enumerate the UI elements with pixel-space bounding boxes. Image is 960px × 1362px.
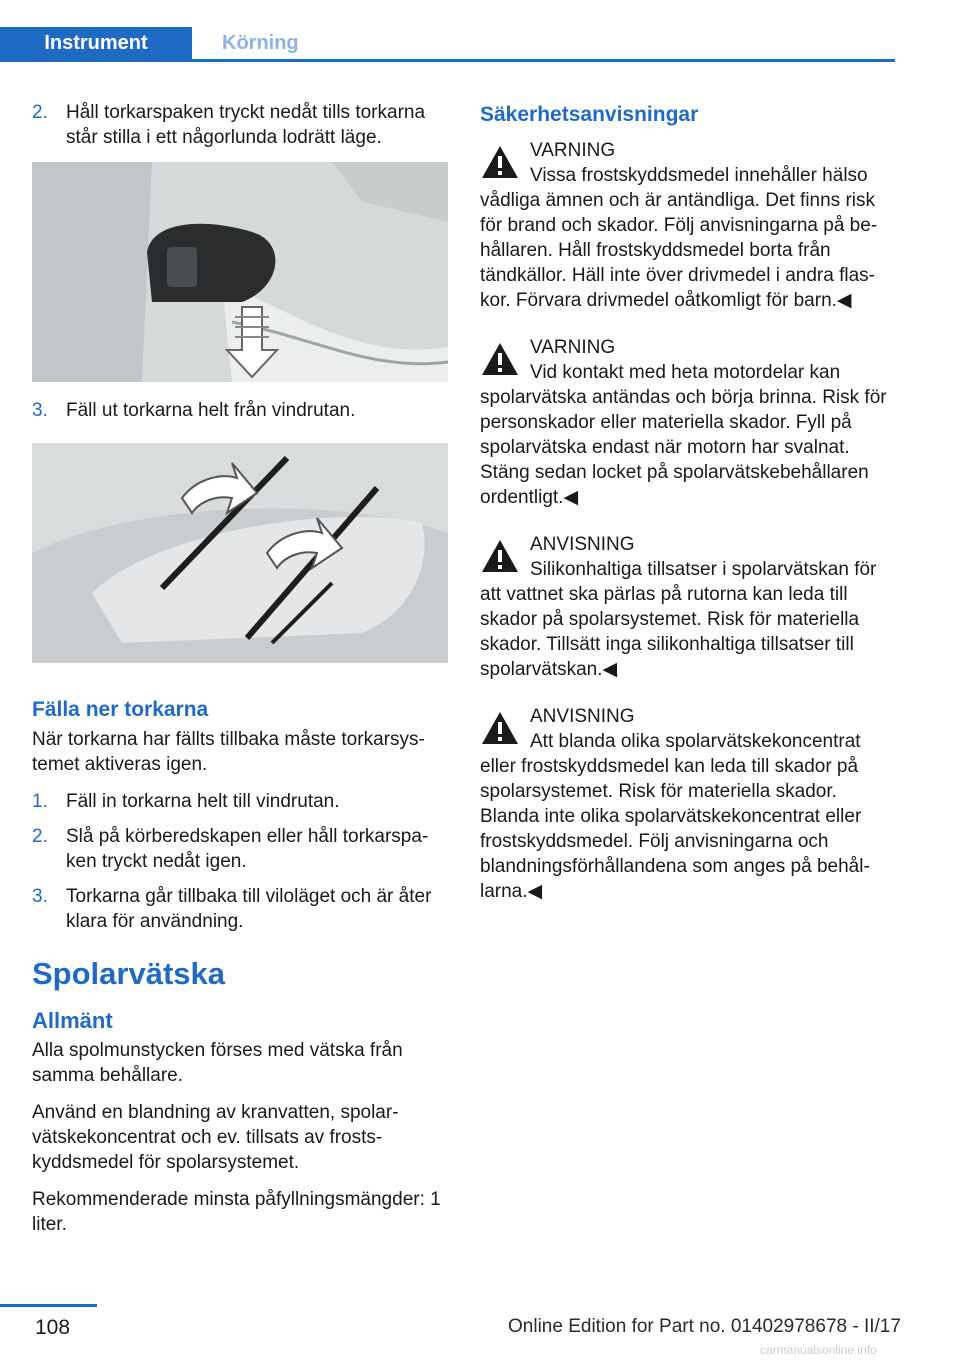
page-number: 108 (35, 1316, 71, 1339)
warning-triangle-icon (480, 341, 520, 377)
warning-block (480, 138, 896, 313)
notice-text-first: Att blanda olika spolarvätskekoncentrat (530, 731, 861, 752)
step-text: Slå på körberedskapen eller håll torkarspaken tryckt nedåt igen. (66, 826, 429, 872)
step-text: Fäll ut torkarna helt från vindrutan. (66, 400, 356, 421)
step-number: 3. (32, 886, 48, 907)
header-rule (0, 59, 895, 62)
notice-text: att vattnet ska pärlas på rutorna kan leda till skador på spolarsystemet. Risk för materiella skador. Tillsätt inga silikonhaltiga tillsatser till spolarvätskan.◀ (480, 584, 860, 680)
warning-block (480, 335, 896, 510)
warning-text-first: Vissa frostskyddsmedel innehåller hälso (530, 165, 868, 186)
step-item (32, 884, 448, 934)
tab-korning[interactable]: Körning (222, 32, 299, 54)
notice-block (480, 532, 896, 682)
warning-text-first: Vid kontakt med heta motordelar kan (530, 362, 841, 383)
warning-title: VARNING (530, 337, 616, 358)
notice-text: eller frostskyddsmedel kan leda till skador på spolarsystemet. Risk för materiella skador. Blanda inte olika spolarvätskekoncentrat eller frostskyddsmedel. Följ anvisningarna och blandningsförhållandena som anges på behållarna.◀ (480, 756, 870, 902)
step-number: 3. (32, 400, 48, 421)
notice-text-first: Silikonhaltiga tillsatser i spolarvätskan för (530, 559, 877, 580)
watermark: carmanualsonline.info (760, 1343, 877, 1357)
general-heading: Allmänt (32, 1008, 113, 1033)
chapter-tabs (0, 27, 315, 60)
general-paragraph: Använd en blandning av kranvatten, spolarvätskekoncentrat och ev. tillsats av frostskyddsmedel för spolarsystemet. (32, 1102, 399, 1173)
step-item (32, 398, 448, 423)
warning-triangle-icon (480, 144, 520, 180)
wiper-lever-illustration (32, 162, 448, 382)
step-text: Håll torkarspaken tryckt nedåt tills torkarna står stilla i ett någorlunda lodrätt läge. (66, 102, 426, 148)
warning-title: VARNING (530, 140, 616, 161)
warning-text: spolarvätska antändas och börja brinna. Risk för personskador eller materiella skador. Fyll på spolarvätska endast när motorn har svalnat. Stäng sedan locket på spolarvätskebehållaren ordentligt.◀ (480, 387, 887, 508)
fold-heading: Fälla ner torkarna (32, 698, 209, 721)
notice-title: ANVISNING (530, 534, 635, 555)
tab-instrument[interactable]: Instrument (0, 27, 192, 60)
warning-text: vådliga ämnen och är antändliga. Det finns risk för brand och skador. Följ anvisningarna på behållaren. Håll frostskyddsmedel borta från tändkällor. Häll inte över drivmedel i andra flaskor. Förvara drivmedel oåtkomligt för barn.◀ (480, 190, 878, 311)
section-title: Spolarvätska (32, 956, 225, 991)
general-paragraph: Rekommenderade minsta påfyllningsmängder: 1 liter. (32, 1189, 441, 1235)
edition-text: Online Edition for Part no. 01402978678 - II/17 (508, 1316, 901, 1337)
footer-rule (0, 1304, 97, 1307)
warning-triangle-icon (480, 710, 520, 746)
fold-intro: När torkarna har fällts tillbaka måste torkarsystemet aktiveras igen. (32, 729, 425, 775)
warning-triangle-icon (480, 538, 520, 574)
step-number: 2. (32, 102, 48, 123)
step-item (32, 824, 448, 874)
left-column (32, 100, 448, 1249)
step-number: 1. (32, 791, 48, 812)
step-number: 2. (32, 826, 48, 847)
safety-heading: Säkerhetsanvisningar (480, 103, 699, 126)
step-item (32, 100, 448, 150)
right-column (480, 100, 896, 926)
wiper-foldout-illustration (32, 443, 448, 663)
step-item (32, 789, 448, 814)
notice-title: ANVISNING (530, 706, 635, 727)
general-paragraph: Alla spolmunstycken förses med vätska från samma behållare. (32, 1040, 403, 1086)
notice-block (480, 704, 896, 904)
step-text: Fäll in torkarna helt till vindrutan. (66, 791, 340, 812)
step-text: Torkarna går tillbaka till viloläget och är åter klara för användning. (66, 886, 432, 932)
